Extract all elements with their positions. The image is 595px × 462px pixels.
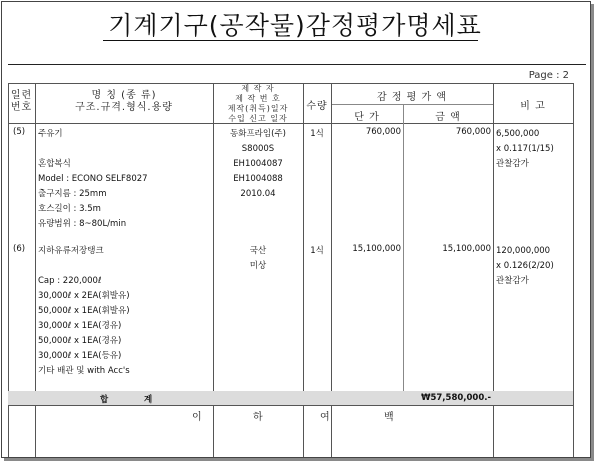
header-seq-line1: 일련 (10, 90, 33, 101)
header-seq-line2: 번호 (10, 102, 33, 113)
item5-maker (213, 127, 303, 202)
item5-amount: 760,000 (455, 127, 491, 137)
item5-remarks-line: 관찰감가 (496, 159, 529, 169)
item5-unit-price: 760,000 (365, 127, 401, 137)
total-bottom-line (8, 405, 573, 406)
item6-name-line: 50,000ℓ x 1EA(경유) (38, 336, 122, 346)
item6-name-line: 지하유류저장탱크 (38, 246, 104, 256)
closing-char-3: 여 (320, 412, 330, 423)
item5-name (38, 127, 148, 232)
item6-remarks-line: 관찰감가 (496, 276, 529, 286)
total-label-2: 계 (144, 395, 153, 405)
item6-name-line: 30,000ℓ x 1EA(경유) (38, 321, 122, 331)
item5-name-line: 호스길이 : 3.5m (38, 204, 101, 214)
item6-remarks-line: 120,000,000 (496, 246, 551, 256)
page-label: Page : 2 (528, 70, 569, 81)
header-maker (213, 84, 303, 124)
header-maker-line4: 수입 신고 일자 (228, 114, 288, 123)
closing-char-2: 하 (253, 412, 263, 423)
item5-remarks-line: x 0.117(1/15) (496, 144, 554, 154)
item6-remarks-line: x 0.126(2/20) (496, 261, 554, 271)
item5-name-line: 혼합복식 (38, 159, 71, 169)
item5-maker-line: 동화프라임(주) (230, 129, 286, 139)
item5-name-line: 주유기 (38, 129, 63, 139)
item5-maker-line: 2010.04 (240, 189, 276, 199)
item5-name-line: Model : ECONO SELF8027 (38, 174, 148, 184)
item6-unit-price: 15,100,000 (352, 244, 401, 254)
item5-remarks-line: 6,500,000 (496, 129, 540, 139)
total-label-1: 합 (100, 395, 109, 405)
closing-char-4: 백 (384, 412, 394, 423)
appraisal-split-line (331, 104, 493, 105)
header-maker-line2: 제 작 번 호 (235, 94, 281, 103)
item5-maker-line: EH1004087 (233, 159, 283, 169)
header-name (35, 90, 213, 114)
item5-maker-line: EH1004088 (233, 174, 283, 184)
item5-seq: (5) (13, 127, 26, 137)
header-name-line2: 구조.규격.형식.용량 (75, 102, 173, 113)
item5-name-line: 출구지름 : 25mm (38, 189, 107, 199)
col-line-7 (573, 83, 574, 457)
header-amount: 금 액 (435, 112, 461, 123)
item6-maker-line: 미상 (249, 261, 267, 271)
item6-name-line (38, 259, 130, 274)
header-remarks: 비 고 (520, 101, 546, 112)
header-seq (8, 90, 35, 114)
item6-remarks (496, 244, 554, 289)
item6-seq: (6) (13, 244, 26, 254)
item6-name-line: 기타 배관 및 with Acc's (38, 366, 130, 376)
document-title: 기계기구(공작물)감정평가명세표 (108, 11, 482, 40)
total-amount: ₩57,580,000.- (421, 393, 491, 403)
item5-name-line: 유량범위 : 8~80L/min (38, 219, 127, 229)
header-unit-price: 단 가 (354, 112, 380, 123)
closing-char-1: 이 (192, 412, 202, 423)
top-rule (8, 64, 586, 65)
title-underline (103, 40, 478, 41)
item6-name-line: 30,000ℓ x 1EA(등유) (38, 351, 122, 361)
header-name-line1: 명 칭 (종 류) (91, 90, 157, 101)
item5-remarks (496, 127, 554, 172)
item5-maker-line: S8000S (241, 144, 275, 154)
item6-maker (213, 244, 303, 274)
item5-name-line (38, 142, 148, 157)
item6-amount: 15,100,000 (442, 244, 491, 254)
item6-name (38, 244, 130, 379)
header-maker-line3: 제작(취득)일자 (227, 104, 289, 113)
item6-name-line: 30,000ℓ x 2EA(휘발유) (38, 291, 130, 301)
item6-qty: 1식 (310, 246, 324, 256)
item6-maker-line: 국산 (249, 246, 267, 256)
item6-name-line: 50,000ℓ x 1EA(휘발유) (38, 306, 130, 316)
header-appraisal: 감 정 평 가 액 (376, 92, 447, 103)
header-maker-line1: 제 작 자 (241, 84, 275, 93)
item6-name-line: Cap : 220,000ℓ (38, 276, 102, 286)
header-qty: 수량 (306, 101, 328, 112)
item5-qty: 1식 (310, 129, 324, 139)
